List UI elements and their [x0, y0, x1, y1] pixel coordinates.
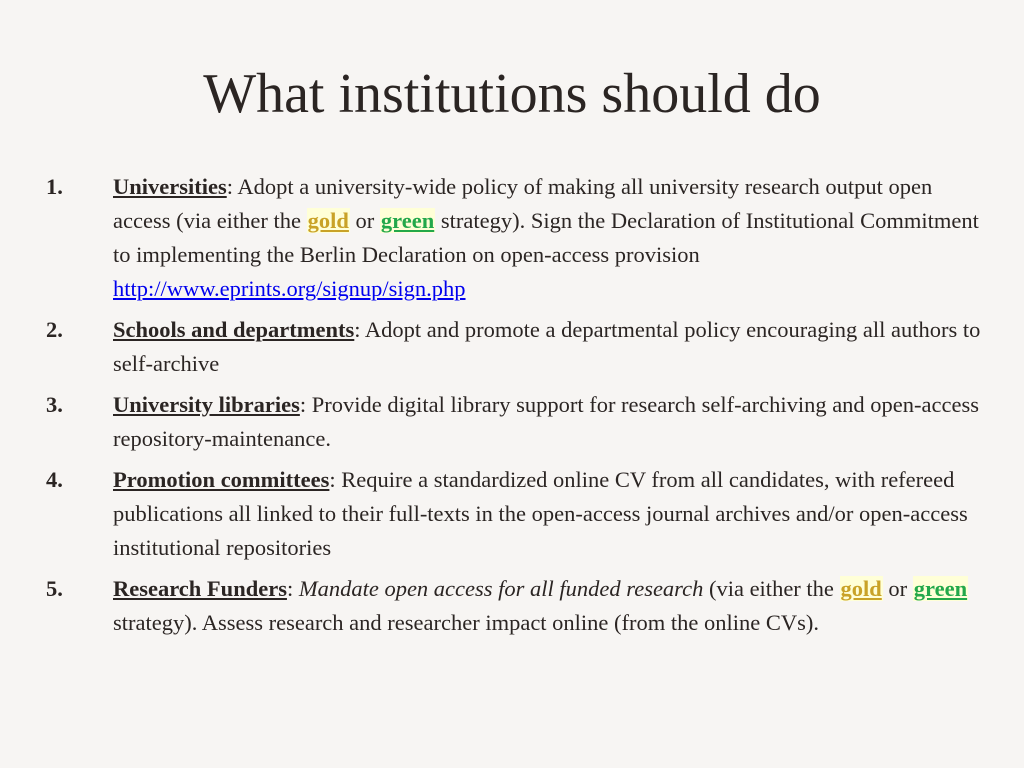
- list-item-libraries: [46, 388, 986, 456]
- item-italic-text: Mandate open access for all funded research: [298, 576, 704, 601]
- item-text: :: [286, 576, 299, 601]
- institution-actions-list: [46, 170, 986, 647]
- item-number: 4.: [46, 467, 63, 492]
- item-term-universities: Universities: [113, 174, 227, 199]
- gold-highlight: gold: [307, 208, 349, 233]
- item-term-promotion: Promotion committees: [113, 467, 330, 492]
- item-text: (via either the: [703, 576, 840, 601]
- list-item-schools: [46, 313, 986, 381]
- item-text: or: [882, 576, 913, 601]
- item-text: : Require a standardized online CV from all candidates, with refereed publications all linked to their full-texts in the open-access journal archives and/or open-access institutional repositories: [113, 467, 968, 560]
- item-text: strategy). Sign the Declaration of Institutional Commitment to implementing the Berlin Declaration on open-access provision: [113, 208, 979, 267]
- list-item-universities: [46, 170, 986, 306]
- signup-link[interactable]: http://www.eprints.org/signup/sign.php: [113, 276, 466, 301]
- green-highlight: green: [913, 576, 968, 601]
- item-number: 1.: [46, 174, 63, 199]
- green-highlight: green: [380, 208, 435, 233]
- item-text: : Adopt a university-wide policy of making all university research output open access (via either the: [113, 174, 933, 233]
- item-text: or: [349, 208, 380, 233]
- item-text: strategy). Assess research and researcher impact online (from the online CVs).: [113, 610, 820, 635]
- item-number: 2.: [46, 317, 63, 342]
- list-item-promotion: [46, 463, 986, 565]
- item-number: 3.: [46, 392, 63, 417]
- list-item-funders: [46, 572, 986, 640]
- item-term-schools: Schools and departments: [113, 317, 355, 342]
- item-term-funders: Research Funders: [113, 576, 287, 601]
- item-text: : Provide digital library support for research self-archiving and open-access repository-maintenance.: [113, 392, 979, 451]
- item-term-libraries: University libraries: [113, 392, 300, 417]
- slide-title: What institutions should do: [203, 63, 821, 125]
- item-number: 5.: [46, 576, 63, 601]
- gold-highlight: gold: [840, 576, 882, 601]
- item-text: : Adopt and promote a departmental policy encouraging all authors to self-archive: [113, 317, 981, 376]
